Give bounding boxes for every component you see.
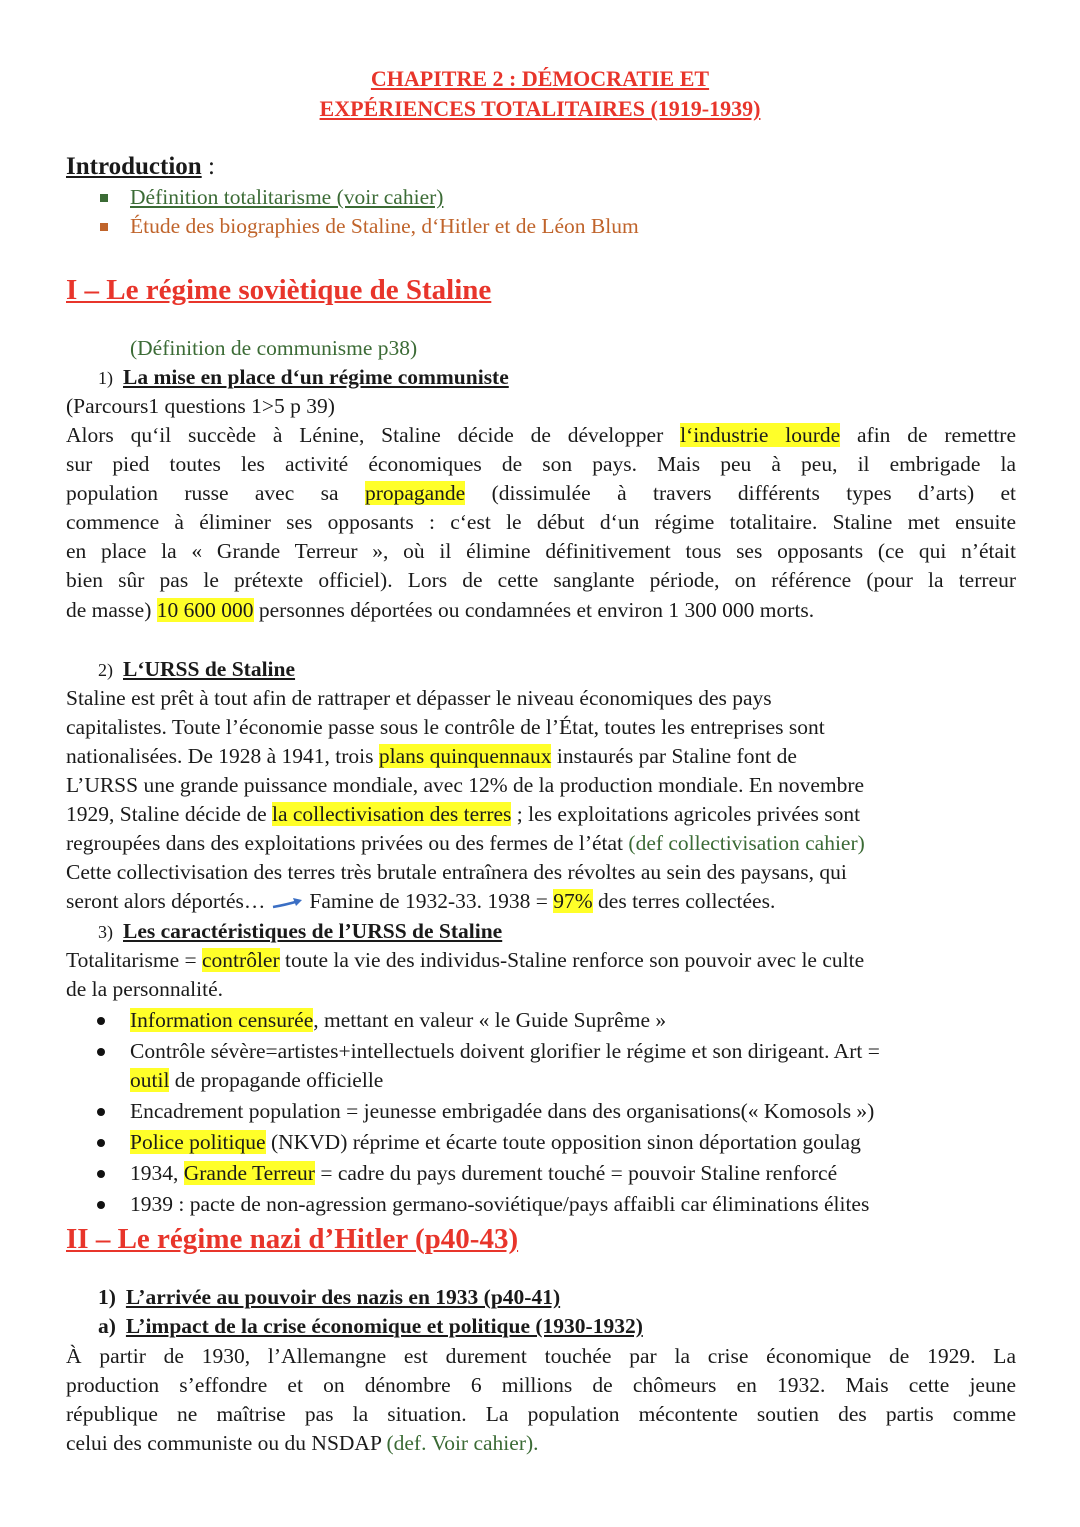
- part-1-line-7: de masse) 10 600 000 personnes déportées ou condamnées et environ 1 300 000 morts.: [66, 598, 815, 622]
- bullet-icon: [97, 1017, 105, 1025]
- section-2-part-1-heading: [98, 1283, 560, 1312]
- part-1-title: La mise en place d‘un régime communiste: [123, 365, 509, 389]
- highlight-controler: contrôler: [202, 948, 280, 972]
- bullet-icon: [97, 1048, 105, 1056]
- highlight-deportes-count: 10 600 000: [156, 598, 254, 622]
- chapter-title-line-1: CHAPITRE 2 : DÉMOCRATIE ET: [370, 66, 710, 91]
- highlight-propagande: propagande: [364, 481, 466, 505]
- highlight-police-politique: Police politique: [130, 1130, 266, 1154]
- introduction-label: Introduction: [66, 153, 202, 180]
- bullet-item-5: 1934, Grande Terreur = cadre du pays durement touché = pouvoir Staline renforcé: [130, 1161, 838, 1185]
- bullet-item-3: Encadrement population = jeunesse embrigadée dans des organisations(« Komosols »): [130, 1099, 875, 1123]
- part-3-line-1: Totalitarisme = contrôler toute la vie des individus-Staline renforce son pouvoir avec le culte: [66, 948, 865, 972]
- highlight-collectivisation: la collectivisation des terres: [271, 802, 512, 826]
- part-3-heading: [98, 917, 502, 947]
- part-1-line-6: bien sûr pas le prétexte officiel). Lors de cette sanglante période, on référence (pour la terreur: [66, 568, 1016, 592]
- section-2-part-1-number: 1): [98, 1285, 116, 1309]
- bullet-item-4: Police politique (NKVD) réprime et écarte toute opposition sinon déportation goulag: [130, 1130, 861, 1154]
- orange-square-bullet-icon: [100, 223, 108, 231]
- part-2-line-7: Cette collectivisation des terres très brutale entraînera des révoltes au sein des paysans, qui: [66, 860, 847, 884]
- part-1-line-5: en place la « Grande Terreur », où il élimine définitivement tous ses opposants (ce qui n’était: [66, 539, 1016, 563]
- part-2-title: L‘URSS de Staline: [123, 657, 296, 681]
- bullet-item-2-continued: outil de propagande officielle: [130, 1068, 384, 1092]
- intro-item-1: Définition totalitarisme (voir cahier): [130, 185, 444, 209]
- section-2-line-3: république ne maîtrise pas la situation. La population mécontente soutien des partis comme: [66, 1402, 1016, 1426]
- section-2-line-4: celui des communiste ou du NSDAP (def. Voir cahier).: [66, 1431, 539, 1455]
- section-2-line-1: À partir de 1930, l’Allemangne est durement touchée par la crise économique de 1929. La: [66, 1344, 1016, 1368]
- part-2-line-4: L’URSS une grande puissance mondiale, avec 12% de la production mondiale. En novembre: [66, 773, 865, 797]
- part-1-number: 1): [98, 368, 113, 388]
- part-3-line-2: de la personnalité.: [66, 977, 224, 1001]
- part-2-line-8: seront alors déportés… Famine de 1932-33. 1938 = 97% des terres collectées.: [66, 889, 776, 913]
- bullet-icon: [97, 1139, 105, 1147]
- section-2-part-1-title: L’arrivée au pouvoir des nazis en 1933 (p40-41): [125, 1285, 561, 1309]
- bullet-item-2: Contrôle sévère=artistes+intellectuels doivent glorifier le régime et son dirigeant. Art =: [130, 1039, 880, 1063]
- right-arrow-icon: [271, 896, 305, 910]
- part-1-reference: (Parcours1 questions 1>5 p 39): [66, 394, 335, 418]
- section-1-title: I – Le régime soviètique de Staline: [66, 274, 492, 306]
- part-3-title: Les caractéristiques de l’URSS de Staline: [123, 919, 503, 943]
- bullet-icon: [97, 1170, 105, 1178]
- section-2-part-a-number: a): [98, 1314, 116, 1338]
- part-2-heading: [98, 655, 295, 685]
- bullet-icon: [97, 1108, 105, 1116]
- highlight-97-percent: 97%: [553, 889, 593, 913]
- part-2-line-5: 1929, Staline décide de la collectivisation des terres ; les exploitations agricoles privées sont: [66, 802, 861, 826]
- highlight-outil: outil: [130, 1068, 170, 1092]
- highlight-grande-terreur: Grande Terreur: [183, 1161, 315, 1185]
- section-1-note: (Définition de communisme p38): [130, 336, 418, 360]
- section-2-line-2: production s’effondre et on dénombre 6 millions de chômeurs en 1932. Mais cette jeune: [66, 1373, 1016, 1397]
- highlight-information-censuree: Information censurée: [130, 1008, 314, 1032]
- section-2-part-a-heading: [98, 1312, 643, 1341]
- bullet-item-1: Information censurée, mettant en valeur « le Guide Suprême »: [130, 1008, 667, 1032]
- part-1-line-3: population russe avec sa propagande (dissimulée à travers différents types d’arts) et: [66, 481, 1017, 505]
- chapter-title-line-2: EXPÉRIENCES TOTALITAIRES (1919-1939): [319, 96, 761, 121]
- part-1-line-2: sur pied toutes les activité économiques de son pays. Mais peu à peu, il embrigade la: [66, 452, 1016, 476]
- part-2-line-6: regroupées dans des exploitations privées ou des fermes de l’état (def collectivisation cahier): [66, 831, 865, 855]
- bullet-icon: [97, 1201, 105, 1209]
- part-1-line-4: commence à éliminer ses opposants : c‘est le début d‘un régime totalitaire. Staline met ensuite: [66, 510, 1016, 534]
- part-1-line-1: Alors qu‘il succède à Lénine, Staline décide de développer l‘industrie lourde afin de remettre: [66, 423, 1016, 447]
- section-2-part-a-title: L’impact de la crise économique et politique (1930-1932): [125, 1314, 643, 1338]
- intro-item-2: Étude des biographies de Staline, d‘Hitler et de Léon Blum: [130, 214, 639, 238]
- highlight-plans-quinquennaux: plans quinquennaux: [378, 744, 552, 768]
- introduction-colon: :: [201, 153, 215, 180]
- part-1-heading: [98, 363, 509, 393]
- bullet-item-6: 1939 : pacte de non-agression germano-soviétique/pays affaibli car éliminations élites: [130, 1192, 870, 1216]
- part-2-line-3: nationalisées. De 1928 à 1941, trois plans quinquennaux instaurés par Staline font de: [66, 744, 797, 768]
- section-2-title: II – Le régime nazi d’Hitler (p40-43): [66, 1223, 519, 1255]
- highlight-industrie-lourde: l‘industrie lourde: [680, 423, 841, 447]
- part-2-number: 2): [98, 660, 113, 680]
- introduction-heading: [66, 151, 215, 183]
- part-3-number: 3): [98, 922, 113, 942]
- green-square-bullet-icon: [100, 194, 108, 202]
- part-2-line-1: Staline est prêt à tout afin de rattraper et dépasser le niveau économiques des pays: [66, 686, 772, 710]
- part-2-line-2: capitalistes. Toute l’économie passe sous le contrôle de l’État, toutes les entreprises sont: [66, 715, 825, 739]
